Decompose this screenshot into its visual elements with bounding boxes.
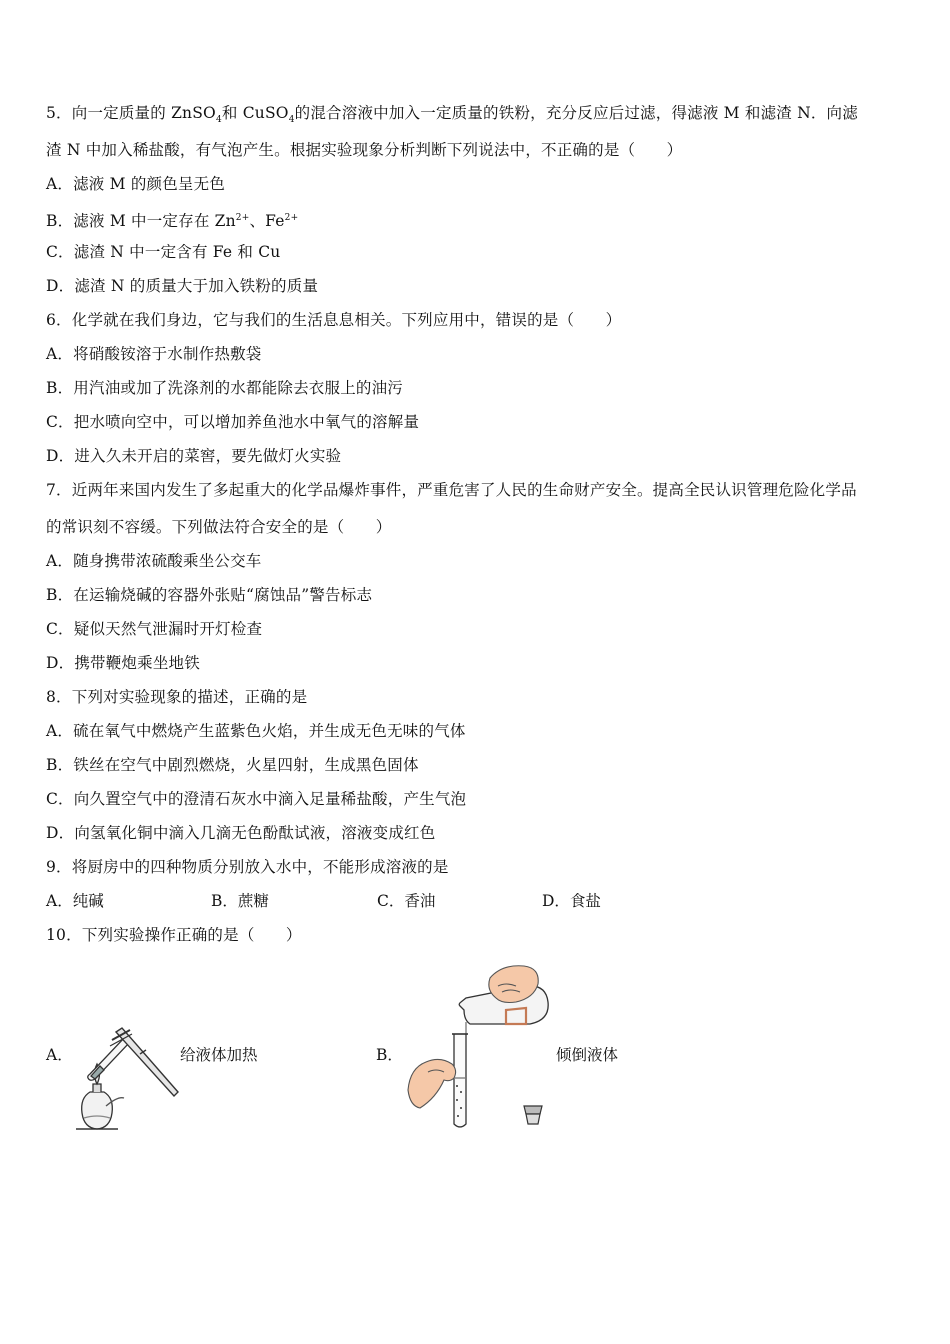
q5-option-b: B．滤液 M 中一定存在 $Zn^{2+}$、$Fe^{2+}$ — [46, 212, 299, 231]
q7-stem-line1: 7．近两年来国内发生了多起重大的化学品爆炸事件，严重危害了人民的生命财产安全。提高全民认识管理危险化学品 — [46, 481, 857, 499]
q8-option-d: D．向氢氧化铜中滴入几滴无色酚酞试液，溶液变成红色 — [46, 824, 436, 842]
q7-option-c: C．疑似天然气泄漏时开灯检查 — [46, 620, 263, 638]
test-tube-holder-icon — [106, 1028, 178, 1106]
q10-stem: 10．下列实验操作正确的是（ ） — [46, 926, 302, 944]
q7-option-d: D．携带鞭炮乘坐地铁 — [46, 654, 200, 672]
q6-option-d: D．进入久未开启的菜窖，要先做灯火实验 — [46, 447, 342, 465]
q8-stem: 8．下列对实验现象的描述，正确的是 — [46, 688, 308, 706]
q9-option-c: C．香油 — [377, 892, 436, 910]
q5-option-d: D．滤渣 N 的质量大于加入铁粉的质量 — [46, 277, 319, 295]
q9-options — [46, 891, 746, 911]
test-tube-icon — [88, 1038, 129, 1080]
q6-option-c: C．把水喷向空中，可以增加养鱼池水中氧气的溶解量 — [46, 413, 420, 431]
q5-stem-line1: 5．向一定质量的 ZnSO$_4$和 CuSO$_4$的混合溶液中加入一定质量的铁粉，充分反应后过滤，得滤液 M 和滤渣 N．向滤 — [46, 104, 858, 126]
q10-option-a-text: 给液体加热 — [180, 1046, 258, 1064]
q9-option-d: D．食盐 — [542, 892, 601, 910]
q6-option-b: B．用汽油或加了洗涤剂的水都能除去衣服上的油污 — [46, 379, 403, 397]
q7-option-a: A．随身携带浓硫酸乘坐公交车 — [46, 552, 262, 570]
stopper-icon — [524, 1106, 542, 1124]
q5-stem-line2: 渣 N 中加入稀盐酸，有气泡产生。根据实验现象分析判断下列说法中，不正确的是（ ） — [46, 141, 683, 159]
q9-option-b: B．蔗糖 — [211, 892, 269, 910]
q5-option-a: A．滤液 M 的颜色呈无色 — [46, 175, 226, 193]
heating-liquid-figure — [66, 1018, 184, 1136]
test-tube-icon — [452, 1034, 468, 1127]
q6-stem: 6．化学就在我们身边，它与我们的生活息息相关。下列应用中，错误的是（ ） — [46, 311, 622, 329]
pouring-liquid-figure — [406, 958, 556, 1130]
q10-option-b-text: 倾倒液体 — [556, 1046, 619, 1064]
q8-option-a: A．硫在氧气中燃烧产生蓝紫色火焰，并生成无色无味的气体 — [46, 722, 466, 740]
hand-icon — [408, 1059, 456, 1108]
q9-option-a: A．纯碱 — [46, 892, 104, 910]
q7-option-b: B．在运输烧碱的容器外张贴“腐蚀品”警告标志 — [46, 586, 373, 604]
q6-option-a: A．将硝酸铵溶于水制作热敷袋 — [46, 345, 262, 363]
q8-option-c: C．向久置空气中的澄清石灰水中滴入足量稀盐酸，产生气泡 — [46, 790, 467, 808]
q10-option-a-letter: A． — [46, 1046, 73, 1064]
q7-stem-line2: 的常识刻不容缓。下列做法符合安全的是（ ） — [46, 518, 392, 536]
q5-option-c: C．滤渣 N 中一定含有 Fe 和 Cu — [46, 243, 281, 261]
q8-option-b: B．铁丝在空气中剧烈燃烧，火星四射，生成黑色固体 — [46, 756, 419, 774]
q9-stem: 9．将厨房中的四种物质分别放入水中，不能形成溶液的是 — [46, 858, 449, 876]
q10-option-b-letter: B． — [376, 1046, 403, 1064]
